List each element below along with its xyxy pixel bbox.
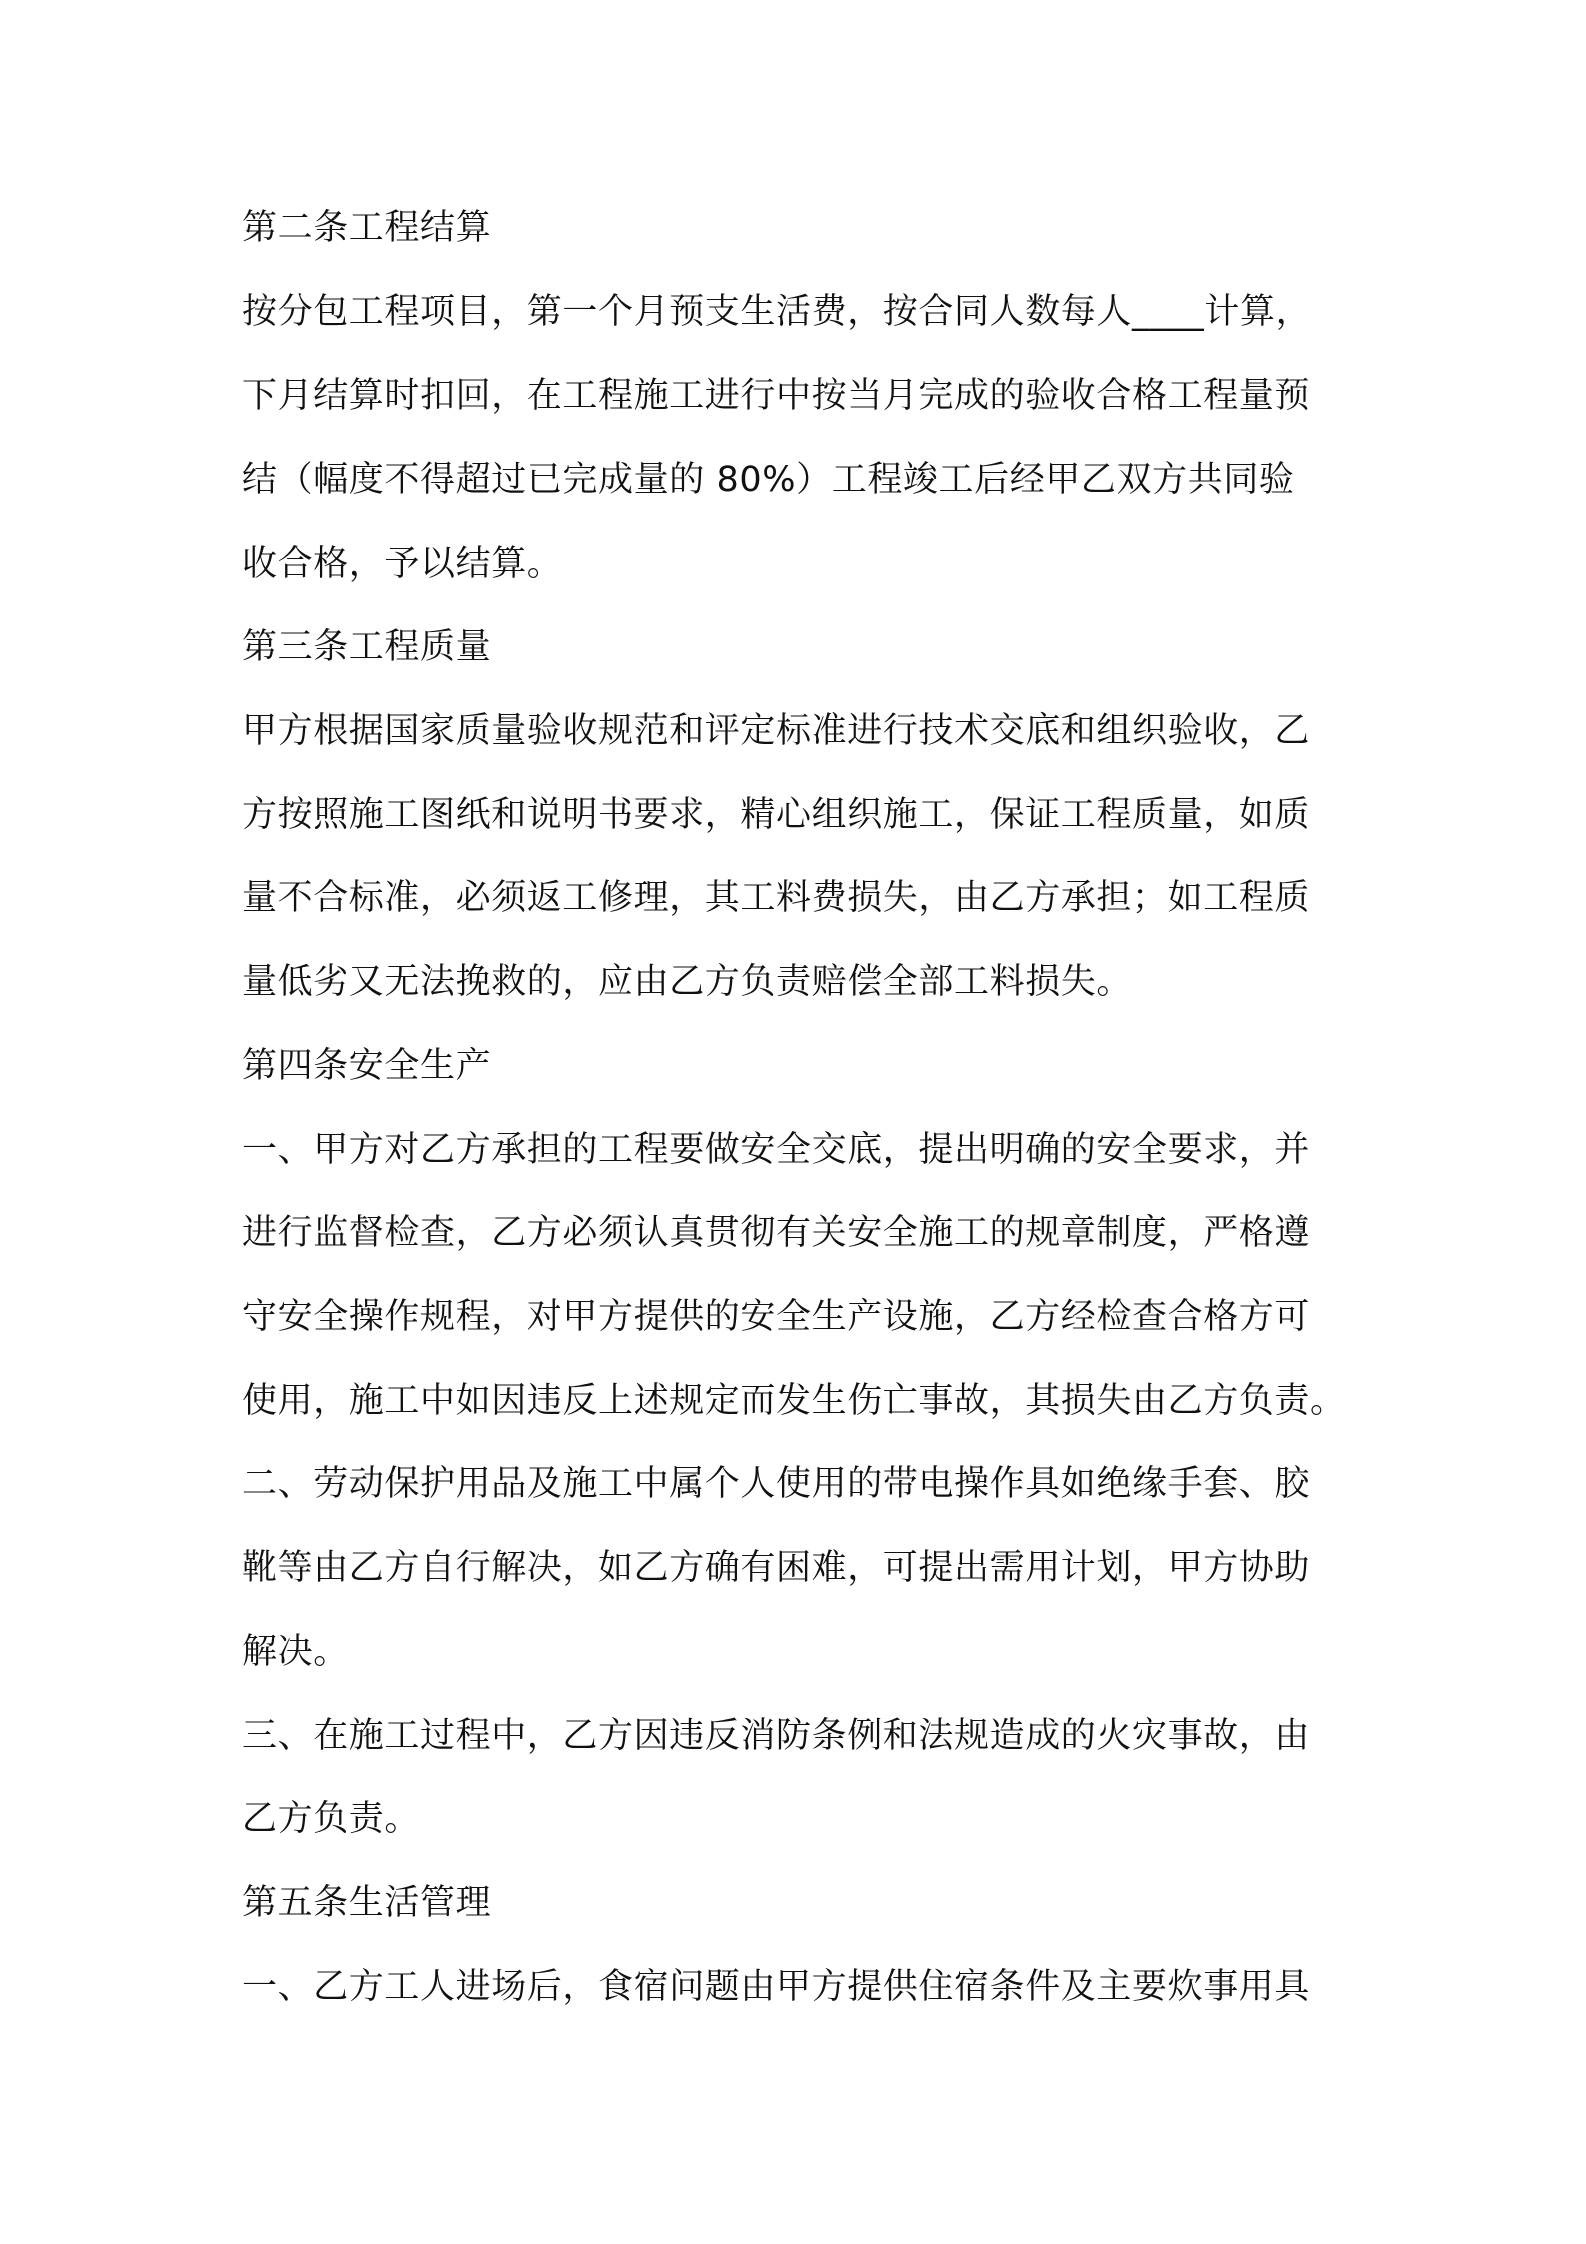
paragraph-line: 进行监督检查，乙方必须认真贯彻有关安全施工的规章制度，严格遵	[242, 1213, 1311, 1253]
heading-article-3: 第三条工程质量	[242, 627, 492, 667]
paragraph-line: 下月结算时扣回，在工程施工进行中按当月完成的验收合格工程量预	[242, 376, 1311, 416]
heading-article-5: 第五条生活管理	[242, 1883, 492, 1923]
paragraph-line: 守安全操作规程，对甲方提供的安全生产设施，乙方经检查合格方可	[242, 1297, 1311, 1337]
paragraph-line: 靴等由乙方自行解决，如乙方确有困难，可提出需用计划，甲方协助	[242, 1548, 1311, 1588]
paragraph-line: 量低劣又无法挽救的，应由乙方负责赔偿全部工料损失。	[242, 962, 1133, 1002]
paragraph-line: 三、在施工过程中，乙方因违反消防条例和法规造成的火灾事故，由	[242, 1716, 1311, 1756]
heading-article-4: 第四条安全生产	[242, 1046, 492, 1086]
paragraph-line: 一、甲方对乙方承担的工程要做安全交底，提出明确的安全要求，并	[242, 1130, 1311, 1170]
paragraph-line: 收合格，予以结算。	[242, 544, 563, 584]
paragraph-line: 二、劳动保护用品及施工中属个人使用的带电操作具如绝缘手套、胶	[242, 1464, 1311, 1504]
paragraph-line: 甲方根据国家质量验收规范和评定标准进行技术交底和组织验收，乙	[242, 711, 1311, 751]
paragraph-line: 结（幅度不得超过已完成量的 80%）工程竣工后经甲乙双方共同验	[242, 460, 1295, 500]
paragraph-line: 按分包工程项目，第一个月预支生活费，按合同人数每人____计算，	[242, 292, 1312, 332]
heading-article-2: 第二条工程结算	[242, 208, 492, 248]
paragraph-line: 量不合标准，必须返工修理，其工料费损失，由乙方承担；如工程质	[242, 878, 1311, 918]
paragraph-line: 乙方负责。	[242, 1799, 421, 1839]
paragraph-line: 解决。	[242, 1632, 349, 1672]
paragraph-line: 一、乙方工人进场后，食宿问题由甲方提供住宿条件及主要炊事用具	[242, 1967, 1311, 2007]
paragraph-line: 方按照施工图纸和说明书要求，精心组织施工，保证工程质量，如质	[242, 795, 1311, 835]
paragraph-line: 使用，施工中如因违反上述规定而发生伤亡事故，其损失由乙方负责。	[242, 1381, 1346, 1421]
